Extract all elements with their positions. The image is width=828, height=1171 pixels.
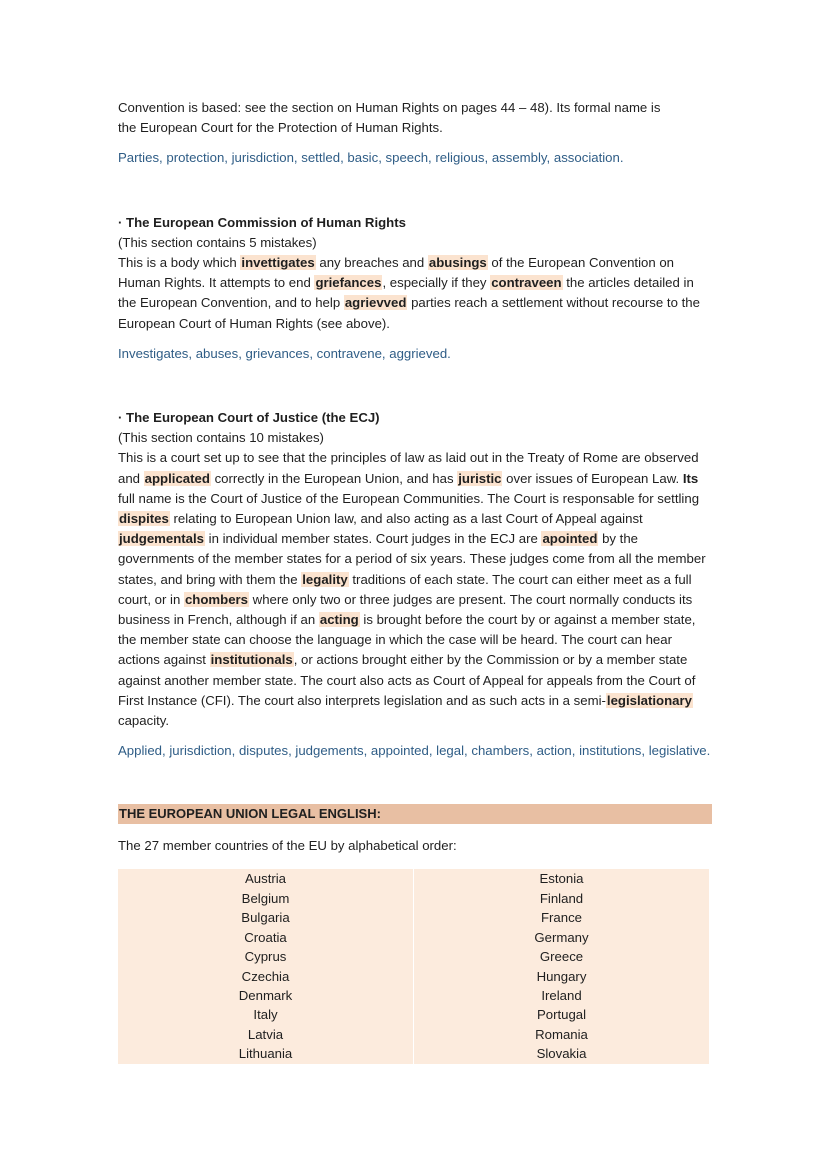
country-cell: Estonia: [539, 871, 584, 887]
eu-section-band: THE EUROPEAN UNION LEGAL ENGLISH:: [118, 804, 712, 824]
mistake-word: acting: [319, 612, 359, 628]
table-row: [118, 1005, 709, 1024]
mistake-word: abusings: [428, 255, 487, 271]
text-run: is brought before the court by or against a member state, the member state can choose the language in which the case will be heard. The court can hear actions against: [118, 612, 696, 668]
table-row: [118, 869, 709, 888]
country-cell: Portugal: [536, 1007, 587, 1023]
commission-answers: Investigates, abuses, grievances, contravene, aggrieved.: [118, 345, 451, 361]
table-row: [118, 908, 709, 927]
text-run: over issues of European Law.: [502, 470, 683, 486]
country-cell: France: [540, 910, 583, 926]
mistake-word: juristic: [458, 470, 502, 486]
country-cell: Greece: [539, 949, 584, 965]
table-row: [118, 889, 709, 908]
country-cell: Slovakia: [536, 1046, 587, 1062]
intro-line-1: Convention is based: see the section on Human Rights on pages 44 – 48). Its formal name is: [118, 100, 661, 115]
country-cell: Italy: [118, 1005, 414, 1024]
ecj-note: (This section contains 10 mistakes): [118, 430, 324, 446]
intro-paragraph: [118, 98, 712, 138]
ecj-answers: Applied, jurisdiction, disputes, judgements, appointed, legal, chambers, action, institutions, legislative.: [118, 743, 711, 759]
mistake-word: chombers: [184, 591, 248, 607]
mistake-word: applicated: [144, 470, 210, 486]
text-run: capacity.: [118, 713, 170, 729]
bold-word: Its: [682, 470, 699, 486]
eu-countries-intro: The 27 member countries of the EU by alphabetical order:: [118, 838, 457, 854]
text-run: , especially if they: [382, 275, 491, 291]
table-row: [118, 967, 709, 986]
table-row: [118, 1044, 709, 1063]
table-row: [118, 986, 709, 1005]
mistake-word: invettigates: [241, 255, 315, 271]
intro-answers: Parties, protection, jurisdiction, settled, basic, speech, religious, assembly, association.: [118, 150, 624, 166]
ecj-heading: · The European Court of Justice (the ECJ): [118, 410, 380, 426]
commission-note: (This section contains 5 mistakes): [118, 234, 317, 250]
country-cell: Czechia: [118, 967, 414, 986]
text-run: parties reach a settlement without recourse to the European Court of Human Rights (see above).: [118, 295, 700, 331]
text-run: where only two or three judges are present. The court normally conducts its business in French, although if an: [118, 591, 693, 628]
country-cell: Romania: [535, 1026, 588, 1042]
country-cell: Hungary: [536, 968, 587, 984]
text-run: This is a court set up to see that the principles of law as laid out in the Treaty of Rome are observed and: [118, 450, 699, 486]
text-run: , or actions brought either by the Commission or by a member state against another member state. The court also acts as Court of Appeal for appeals from the Court of First Instance (CFI). The court also interprets legislation and as such acts in a semi-: [118, 652, 696, 708]
text-run: This is a body which: [118, 255, 241, 271]
countries-table: [118, 869, 709, 1063]
text-run: of the European Convention on Human Rights. It attempts to end: [118, 255, 674, 291]
mistake-word: judgementals: [119, 531, 205, 547]
text-run: correctly in the European Union, and has: [210, 470, 458, 486]
table-row: [118, 928, 709, 947]
country-cell: Croatia: [118, 928, 414, 947]
country-cell: Finland: [539, 890, 584, 906]
mistake-word: contraveen: [491, 275, 562, 291]
text-run: relating to European Union law, and also acting as a last Court of Appeal against: [169, 511, 643, 527]
table-row: [118, 1025, 709, 1044]
text-run: by the governments of the member states for a period of six years. These judges come from all the member states, and bring with them the: [118, 531, 706, 587]
mistake-word: institutionals: [210, 652, 293, 668]
commission-body: [118, 253, 712, 334]
country-cell: Bulgaria: [118, 908, 414, 927]
country-cell: Denmark: [118, 986, 414, 1005]
table-row: [118, 947, 709, 966]
country-cell: Germany: [534, 929, 589, 945]
page-content: [118, 98, 712, 1064]
mistake-word: apointed: [542, 531, 598, 547]
country-cell: Cyprus: [118, 947, 414, 966]
country-cell: Latvia: [118, 1025, 414, 1044]
commission-heading: · The European Commission of Human Rights: [118, 214, 406, 230]
mistake-word: legislationary: [606, 692, 692, 708]
country-cell: Austria: [118, 869, 414, 888]
mistake-word: legality: [302, 571, 348, 587]
country-cell: Ireland: [541, 987, 582, 1003]
country-cell: Belgium: [118, 889, 414, 908]
country-cell: Lithuania: [118, 1044, 414, 1063]
ecj-body: [118, 448, 712, 731]
text-run: any breaches and: [315, 255, 428, 271]
intro-line-2: the European Court for the Protection of Human Rights.: [118, 120, 443, 136]
text-run: traditions of each state. The court can either meet as a full court, or in: [118, 571, 692, 607]
mistake-word: dispites: [119, 511, 169, 527]
text-run: full name is the Court of Justice of the European Communities. The Court is responsable for settling: [118, 490, 700, 506]
text-run: the articles detailed in the European Convention, and to help: [118, 275, 694, 311]
text-run: in individual member states. Court judges in the ECJ are: [205, 531, 542, 547]
mistake-word: griefances: [315, 275, 382, 291]
mistake-word: agrievved: [344, 295, 407, 311]
